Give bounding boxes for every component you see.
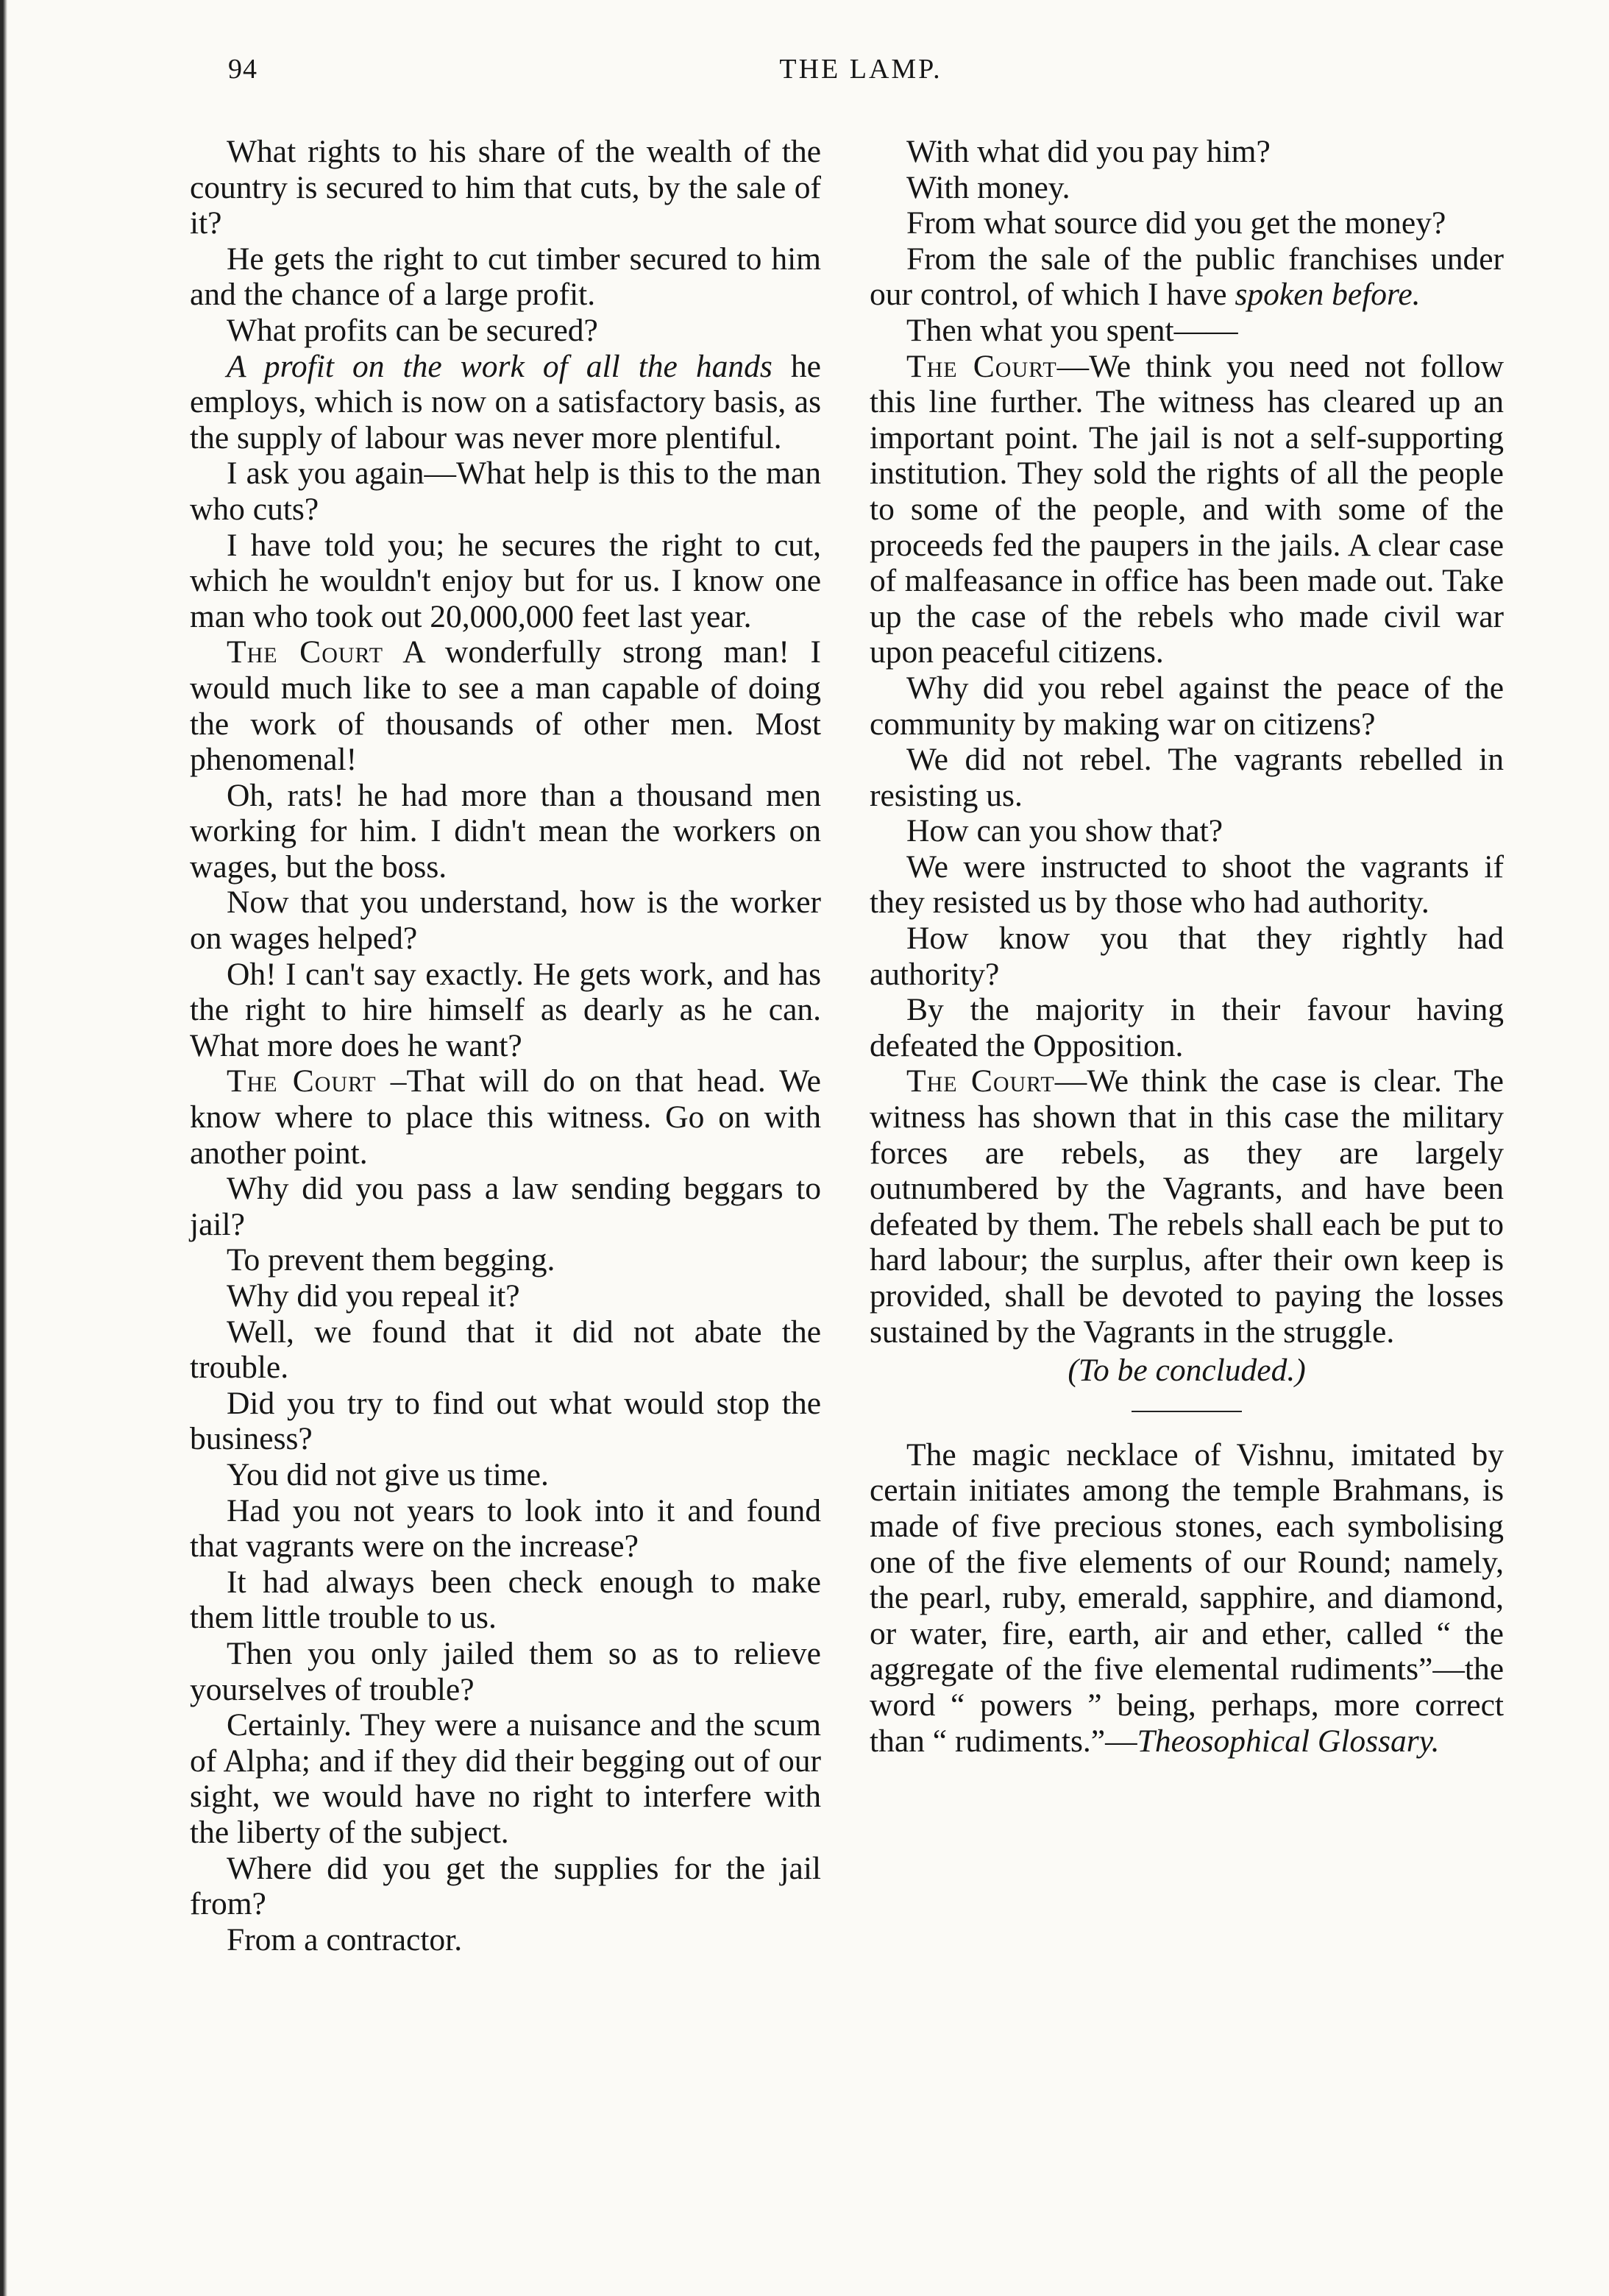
paragraph [190,1386,821,1457]
dialogue-continued [870,134,1504,1350]
paragraph-text: What profits can be secured? [227,312,598,348]
paragraph [870,205,1504,241]
paragraph-text: From what source did you get the money? [906,205,1446,241]
paragraph-text: Then you only jailed them so as to relieve yourselves of trouble? [190,1635,821,1707]
paragraph [870,742,1504,813]
paragraph [190,885,821,956]
paragraph-text: How know you that they rightly had authority? [870,921,1504,992]
paragraph [190,1242,821,1278]
speaker-label: The Court [906,348,1057,384]
paragraph [190,1707,821,1850]
paragraph-text: Why did you rebel against the peace of the community by making war on citizens? [870,670,1504,742]
paragraph-text: Then what you spent—— [906,312,1238,348]
paragraph-text: Had you not years to look into it and found that vagrants were on the increase? [190,1492,821,1565]
paragraph [870,1063,1504,1350]
paragraph [870,849,1504,921]
left-column [190,134,821,1957]
paragraph-text: Why did you pass a law sending beggars to jail? [190,1171,821,1242]
speaker-label: The Court [227,634,384,670]
right-column [870,134,1504,1759]
paragraph [870,241,1504,313]
paragraph-text: He gets the right to cut timber secured to him and the chance of a large profit. [190,241,821,313]
running-title: THE LAMP. [779,54,942,85]
paragraph-text: he employs, which is now on a satisfactory basis, as the supply of labour was never more plentiful. [190,348,821,456]
paragraph [870,813,1504,849]
paragraph [870,921,1504,992]
paragraph-text: –That will do on that head. We know where to place this witness. Go on with another point. [190,1063,821,1171]
paragraph [190,456,821,527]
paragraph [190,957,821,1064]
page-number: 94 [228,54,257,85]
paragraph-text: From a contractor. [227,1921,463,1957]
paragraph [190,134,821,241]
paragraph-text: Certainly. They were a nuisance and the scum of Alpha; and if they did their begging out of our sight, we would have no right to interfere with the liberty of the subject. [190,1707,821,1850]
paragraph [190,349,821,456]
paragraph [870,170,1504,206]
paragraph [190,778,821,885]
paragraph [190,1063,821,1171]
paragraph-text: I have told you; he secures the right to cut, which he wouldn't enjoy but for us. I know one man who took out 20,000,000 feet last year. [190,527,821,634]
paragraph [190,1922,821,1958]
paragraph [870,670,1504,742]
paragraph [190,528,821,635]
paragraph-text: Now that you understand, how is the worker on wages helped? [190,885,821,957]
paragraph [190,1565,821,1636]
paragraph-text: From the sale of the public franchises under our control, of which I have [870,241,1504,313]
paragraph [870,992,1504,1063]
vishnu-paragraph [870,1437,1504,1759]
paragraph-text: It had always been check enough to make them little trouble to us. [190,1564,821,1636]
paragraph-text: To prevent them begging. [227,1242,555,1278]
italic-phrase: A profit on the work of all the hands [227,348,772,384]
paragraph-text: —We think you need not follow this line further. The witness has cleared up an important point. The jail is not a self-supporting institution. They sold the rights of all the people to some of the people, and with some of the proceeds fed the paupers in the jails. A clear case of malfeasance in office has been made out. Take up the case of the rebels who made civil war upon peaceful citizens. [870,348,1504,670]
paragraph [190,241,821,313]
paragraph-text: With money. [906,169,1070,205]
paragraph-text: How can you show that? [906,813,1223,849]
to-be-concluded-note: (To be concluded.) [1068,1353,1306,1389]
speaker-label: The Court [906,1063,1055,1099]
paragraph [870,134,1504,170]
paragraph [190,1636,821,1707]
page-header [213,53,1508,97]
paragraph [870,313,1504,349]
paragraph [190,1171,821,1242]
speaker-label: The Court [227,1063,377,1099]
paragraph-text: I ask you again—What help is this to the man who cuts? [190,456,821,527]
paragraph [190,1278,821,1314]
paragraph-text: You did not give us time. [227,1456,549,1492]
scanned-page-edge [0,0,13,2296]
paragraph-text: Why did you repeal it? [227,1278,520,1314]
section-divider [1132,1411,1242,1412]
paragraph-text: A wonderfully strong man! I would much like to see a man capable of doing the work of thousands of other men. Most phenomenal! [190,634,821,778]
vishnu-source: Theosophical Glossary. [1137,1723,1440,1759]
paragraph-text: Oh, rats! he had more than a thousand men working for him. I didn't mean the workers on wages, but the boss. [190,777,821,885]
paragraph [190,1457,821,1493]
paragraph-text: Where did you get the supplies for the jail from? [190,1850,821,1922]
paragraph-text: Oh! I can't say exactly. He gets work, and has the right to hire himself as dearly as he can. What more does he want? [190,956,821,1063]
vishnu-paragraph-text: The magic necklace of Vishnu, imitated by certain initiates among the temple Brahmans, is made of five precious stones, each symbolising one of the five elements of our Round; namely, the pearl, ruby, emerald, sapphire, and diamond, or water, fire, earth, air and ether, called “ the aggregate of the five elemental rudiments”—the word “ powers ” being, perhaps, more correct than “ rudiments.”— [870,1436,1504,1759]
paragraph [190,313,821,349]
paragraph-text: By the majority in their favour having defeated the Opposition. [870,992,1504,1063]
paragraph [870,349,1504,670]
paragraph-text: Did you try to find out what would stop the business? [190,1385,821,1457]
paragraph-text: We were instructed to shoot the vagrants if they resisted us by those who had authority. [870,848,1504,921]
italic-phrase: spoken before. [1235,277,1421,313]
paragraph [190,634,821,777]
paragraph-text: —We think the case is clear. The witness has shown that in this case the military forces are rebels, as they are largely outnumbered by the Vagrants, and have been defeated by them. The rebels shall each be put to hard labour; the surplus, after their own keep is provided, shall be devoted to paying the losses sustained by the Vagrants in the struggle. [870,1063,1504,1350]
paragraph-text: Well, we found that it did not abate the trouble. [190,1314,821,1386]
paragraph-text: We did not rebel. The vagrants rebelled in resisting us. [870,742,1504,813]
paragraph [190,1851,821,1922]
paragraph-text: With what did you pay him? [906,134,1271,169]
paragraph-text: What rights to his share of the wealth of the country is secured to him that cuts, by the sale of it? [190,134,821,241]
paragraph [190,1314,821,1386]
paragraph [190,1493,821,1565]
